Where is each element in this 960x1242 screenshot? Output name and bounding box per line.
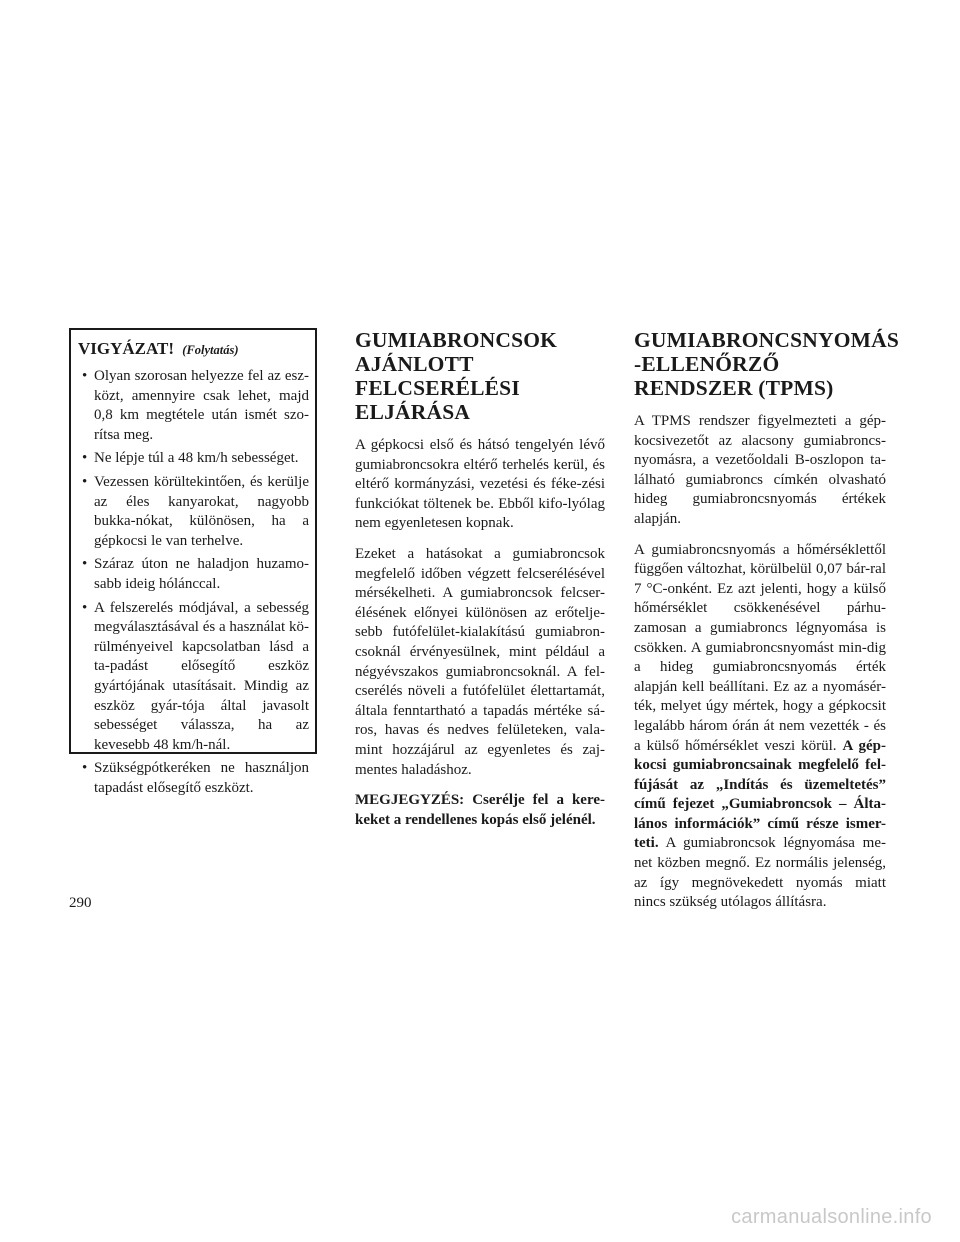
warning-bullet: • Szükségpótkeréken ne használjon tapadást elősegítő eszközt. bbox=[78, 759, 309, 798]
warning-box bbox=[69, 328, 317, 796]
warning-continued-label: (Folytatás) bbox=[182, 343, 239, 357]
warning-bullet: • Olyan szorosan helyezze fel az esz-közt, amennyire csak lehet, majd 0,8 km megtétele után ismét szo-rítsa meg. bbox=[78, 367, 309, 445]
warning-bullet: • Ne lépje túl a 48 km/h sebességet. bbox=[78, 449, 309, 469]
tire-rotation-note bbox=[355, 791, 605, 830]
page-number: 290 bbox=[69, 895, 92, 911]
watermark: carmanualsonline.info bbox=[731, 1206, 932, 1228]
warning-bullet: • Száraz úton ne haladjon huzamo-sabb ideig hólánccal. bbox=[78, 555, 309, 594]
warning-title bbox=[78, 338, 309, 361]
tpms-section bbox=[634, 322, 899, 924]
warning-bullet: • Vezessen körültekintően, és kerülje az éles kanyarokat, nagyobb bukka-nókat, különösen, ha a gépkocsi le van terhelve. bbox=[78, 473, 309, 551]
tire-rotation-section bbox=[355, 322, 605, 841]
tpms-paragraph-text: A gumiabroncsok légnyomása me-net közben megnő. Ez normális jelenség, az így megnövekedett nyomás miatt nincs szükség utólagos állításra. bbox=[634, 835, 886, 911]
tpms-paragraph-text: A gumiabroncsnyomás a hőmérséklettől függően változhat, körülbelül 0,07 bár-ral 7 °C-onként. Ez azt jelenti, hogy a külső hőmérséklet csökkenésével párhu-zamosan a gumiabroncs légnyomása is csökken. A gumiabroncsnyomást min-dig a hideg gumiabroncsnyomás érték alapján kell beállítani. Ez az a nyomásér-ték, melyet úgy mértek, hogy a gépkocsit legalább három órán át nem vezették - és a külső hőmérséklet veszi körül. bbox=[634, 541, 886, 754]
tire-rotation-heading: GUMIABRONCSOK AJÁNLOTT FELCSERÉLÉSI ELJÁRÁSA bbox=[355, 328, 558, 424]
note-text: Cserélje fel a kere-keket a rendellenes kopás első jelénél. bbox=[355, 792, 605, 828]
tire-rotation-paragraph: Ezeket a hatásokat a gumiabroncsok megfelelő időben végzett felcserélésével mérsékelheti. A gumiabroncsok felcser-élésének előnyei különösen az erőtelje-sebb futófelület-kialakítású gumiabron-csoknál érvényesülnek, mint például a négyévszakos gumiabroncsoknál. A fel-cserélés növeli a futófelület élettartamát, általa fenntartható a tapadás mértéke sá-ros, havas és nedves felületeken, vala-mint hozzájárul az egyenletes és zaj-mentes haladáshoz. bbox=[355, 545, 605, 778]
warning-bullet-list bbox=[78, 367, 309, 798]
warning-bullet: • A felszerelés módjával, a sebesség megválasztásával és a használat kö-rülményeivel kapcsolatban lásd a ta-padást elősegítő eszköz gyártójának utasításait. Mindig az eszköz gyár-tója által javasolt sebességet válassza, ha az kevesebb 48 km/h-nál. bbox=[78, 599, 309, 756]
tpms-paragraph: A TPMS rendszer figyelmezteti a gép-kocsivezetőt az alacsony gumiabroncs-nyomásra, a vezetőoldali B-oszlopon ta-lálható gumiabroncs címkén olvasható hideg gumiabroncsnyomás értékek alapján. bbox=[634, 413, 886, 527]
tpms-heading: GUMIABRONCSNYOMÁS -ELLENŐRZŐ RENDSZER (TPMS) bbox=[634, 328, 899, 400]
tire-rotation-paragraph: A gépkocsi első és hátsó tengelyén lévő gumiabroncsokra eltérő terhelés kerül, és eltérő kormányzási, vezetési és féke-zési funkciókat töltenek be. Ebből kifo-lyólag nem egyenletesen kopnak. bbox=[355, 437, 605, 532]
tpms-cross-reference: A gép-kocsi gumiabroncsainak megfelelő fel-fújását az „Indítás és üzemeltetés” című fejezet „Gumiabroncsok – Álta-lános információk” című része ismer-teti. bbox=[634, 737, 886, 852]
warning-title-text: VIGYÁZAT! bbox=[78, 339, 175, 358]
tpms-paragraph bbox=[634, 541, 886, 913]
note-label: MEGJEGYZÉS: bbox=[355, 792, 465, 809]
